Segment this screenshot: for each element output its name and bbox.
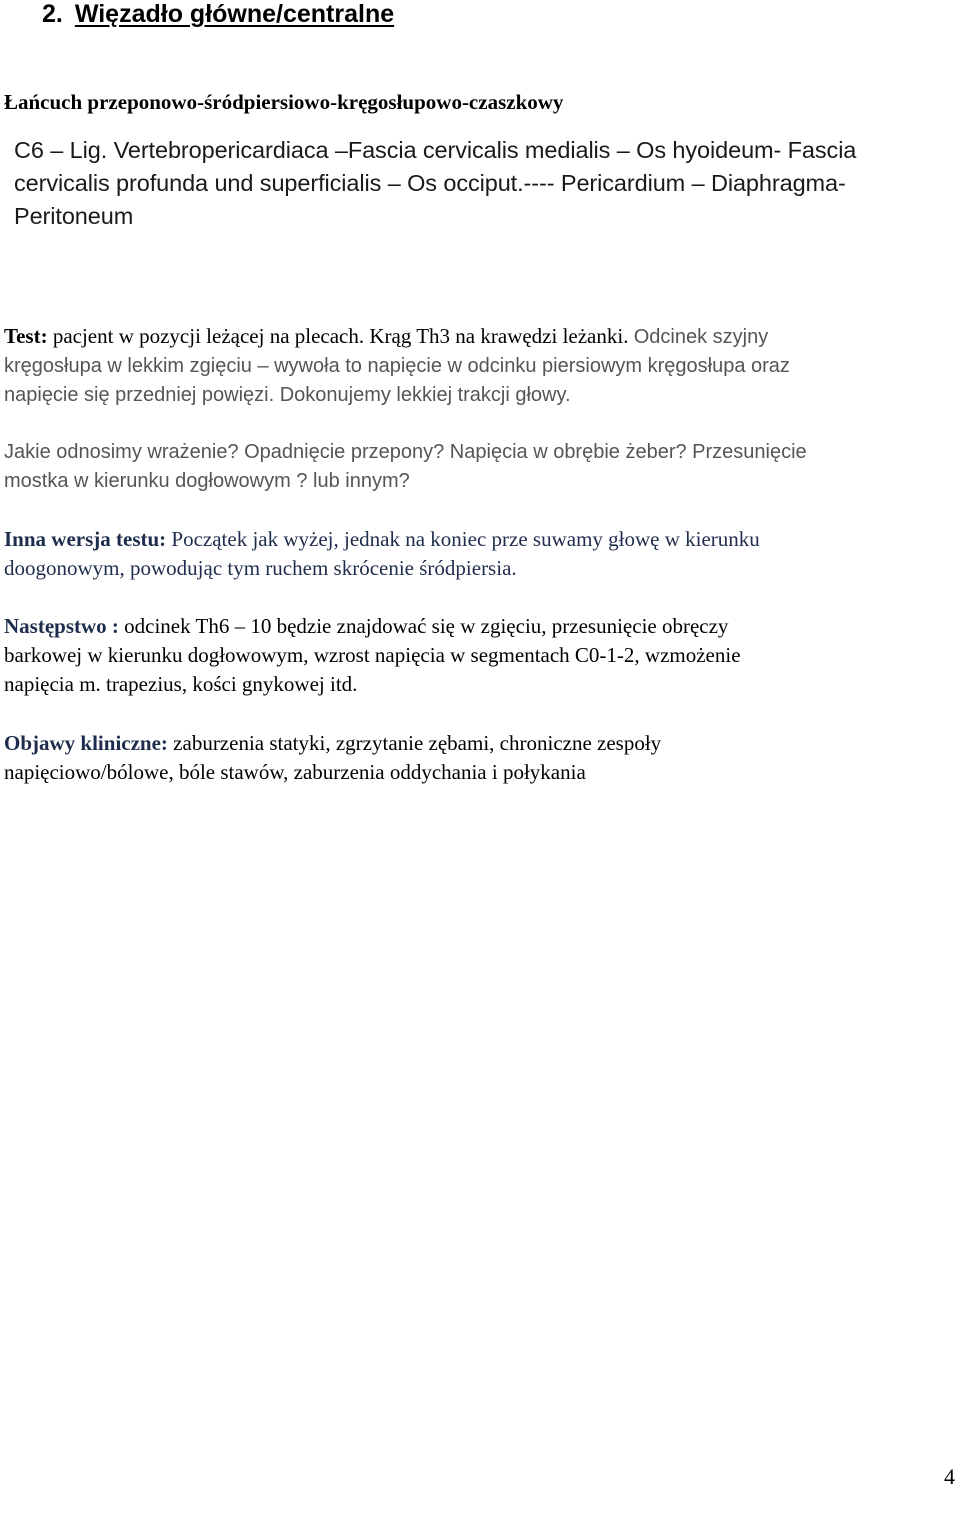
chain-line: Peritoneum: [14, 203, 134, 229]
alt-version-text: Początek jak wyżej, jednak na koniec prze suwamy głowę w kierunku: [166, 527, 760, 551]
symptoms-label: Objawy kliniczne:: [4, 731, 168, 755]
questions-paragraph: [4, 438, 954, 496]
chain-line: cervicalis profunda und superficialis – Os occiput.---- Pericardium – Diaphragma-: [14, 170, 846, 196]
test-line: [4, 322, 954, 352]
consequence-line: napięcia m. trapezius, kości gnykowej itd.: [4, 672, 358, 696]
alt-version-line: [4, 525, 954, 554]
symptoms-line: napięciowo/bólowe, bóle stawów, zaburzenia oddychania i połykania: [4, 760, 586, 784]
consequence-line: barkowej w kierunku dogłowowym, wzrost napięcia w segmentach C0-1-2, wzmożenie: [4, 643, 741, 667]
consequence-line: [4, 612, 954, 641]
questions-line: mostka w kierunku dogłowowym ? lub innym?: [4, 470, 410, 492]
chain-text-block: [14, 134, 954, 233]
alt-version-line: doogonowym, powodując tym ruchem skrócenie śródpiersia.: [4, 556, 517, 580]
chain-subtitle: Łańcuch przeponowo-śródpiersiowo-kręgosłupowo-czaszkowy: [4, 90, 564, 114]
test-label: Test:: [4, 324, 48, 348]
questions-line: Jakie odnosimy wrażenie? Opadnięcie przepony? Napięcia w obrębie żeber? Przesunięcie: [4, 441, 807, 463]
page-number: 4: [944, 1464, 955, 1489]
test-text: pacjent w pozycji leżącej na plecach. Krąg Th3 na krawędzi leżanki.: [47, 324, 634, 348]
consequence-label: Następstwo :: [4, 614, 119, 638]
symptoms-text: zaburzenia statyki, zgrzytanie zębami, chroniczne zespoły: [167, 731, 662, 755]
test-line: napięcie się przedniej powięzi. Dokonujemy lekkiej trakcji głowy.: [4, 384, 571, 406]
symptoms-line: [4, 729, 954, 758]
section-number: 2.: [42, 0, 63, 28]
symptoms-paragraph: [4, 729, 954, 787]
section-heading: [42, 0, 394, 30]
test-text-gray: Odcinek szyjny: [633, 326, 769, 348]
section-title: Więzadło główne/centralne: [74, 0, 395, 28]
test-line: kręgosłupa w lekkim zgięciu – wywoła to napięcie w odcinku piersiowym kręgosłupa oraz: [4, 355, 790, 377]
alt-version-label: Inna wersja testu:: [4, 527, 167, 551]
alt-version-paragraph: [4, 525, 954, 583]
consequence-text: odcinek Th6 – 10 będzie znajdować się w zgięciu, przesunięcie obręczy: [118, 614, 729, 638]
chain-line: C6 – Lig. Vertebropericardiaca –Fascia cervicalis medialis – Os hyoideum- Fascia: [14, 137, 857, 163]
consequence-paragraph: [4, 612, 954, 699]
test-paragraph: [4, 322, 954, 410]
